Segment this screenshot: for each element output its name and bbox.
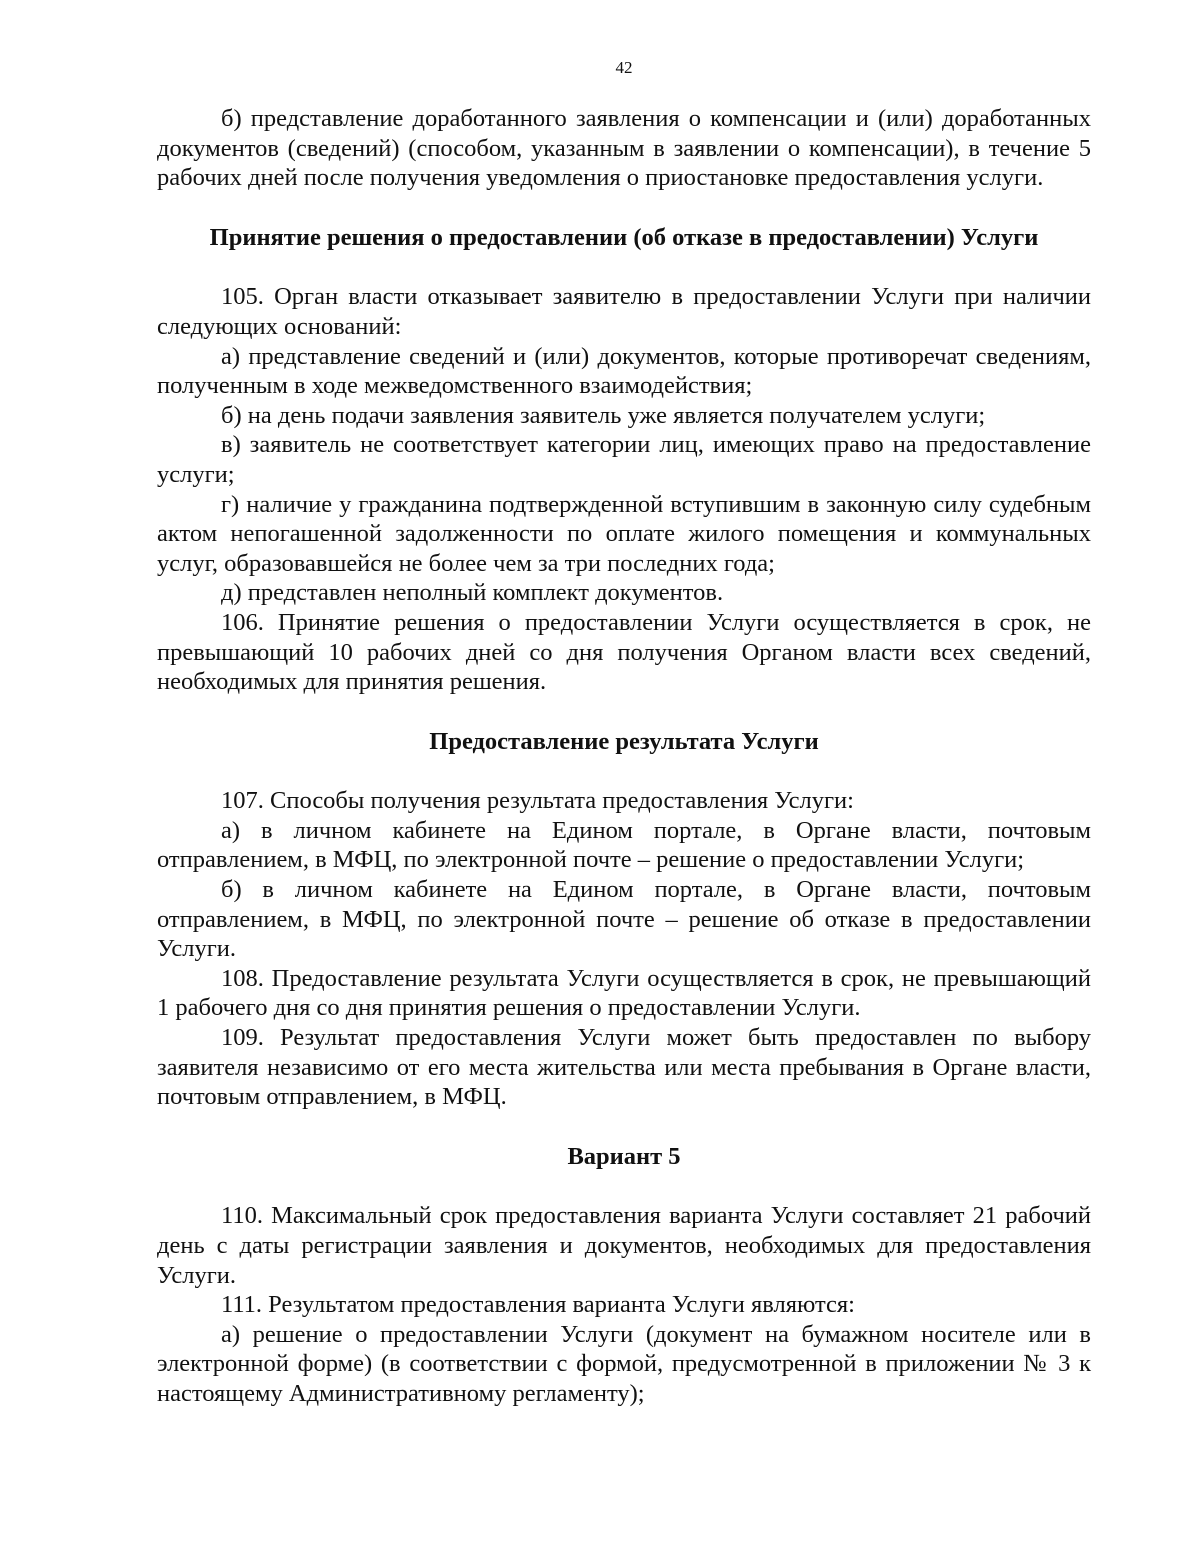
paragraph-105d: д) представлен неполный комплект документов.: [221, 579, 724, 607]
paragraph-108: 108. Предоставление результата Услуги осуществляется в срок, не превышающий 1 рабочего дня со дня принятия решения о предоставлении Услуги.: [157, 964, 1091, 1022]
paragraph-111a: а) решение о предоставлении Услуги (документ на бумажном носителе или в электронной форме) (в соответствии с формой, предусмотренной в приложении № 3 к настоящему Административному регламенту);: [157, 1320, 1091, 1407]
section-heading-variant-5: Вариант 5: [567, 1142, 681, 1170]
section-heading-result: Предоставление результата Услуги: [429, 727, 819, 755]
paragraph-107b: б) в личном кабинете на Едином портале, в Органе власти, почтовым отправлением, в МФЦ, по электронной почте – решение об отказе в предоставлении Услуги.: [157, 876, 1091, 963]
paragraph-106: 106. Принятие решения о предоставлении Услуги осуществляется в срок, не превышающий 10 рабочих дней со дня получения Органом власти всех сведений, необходимых для принятия решения.: [157, 608, 1091, 696]
document-body: [157, 104, 1091, 1409]
paragraph-111: 111. Результатом предоставления варианта Услуги являются:: [221, 1291, 855, 1319]
paragraph-109: 109. Результат предоставления Услуги может быть предоставлен по выбору заявителя независимо от его места жительства или места пребывания в Органе власти, почтовым отправлением, в МФЦ.: [157, 1024, 1091, 1111]
paragraph-107a: а) в личном кабинете на Едином портале, в Органе власти, почтовым отправлением, в МФЦ, по электронной почте – решение о предоставлении Услуги;: [157, 816, 1091, 874]
paragraph-104b: б) представление доработанного заявления о компенсации и (или) доработанных документов (сведений) (способом, указанным в заявлении о компенсации), в течение 5 рабочих дней после получения уведомления о приостановке предоставления услуги.: [157, 105, 1091, 192]
paragraph-110: 110. Максимальный срок предоставления варианта Услуги составляет 21 рабочий день с даты регистрации заявления и документов, необходимых для предоставления Услуги.: [157, 1202, 1091, 1289]
paragraph-105: 105. Орган власти отказывает заявителю в предоставлении Услуги при наличии следующих оснований:: [157, 283, 1091, 340]
paragraph-105g: г) наличие у гражданина подтвержденной вступившим в законную силу судебным актом непогашенной задолженности по оплате жилого помещения и коммунальных услуг, образовавшейся не более чем за три последних года;: [157, 490, 1091, 577]
paragraph-105a: а) представление сведений и (или) документов, которые противоречат сведениям, полученным в ходе межведомственного взаимодействия;: [157, 342, 1091, 400]
paragraph-105v: в) заявитель не соответствует категории лиц, имеющих право на предоставление услуги;: [157, 431, 1091, 488]
section-heading-decision: Принятие решения о предоставлении (об отказе в предоставлении) Услуги: [209, 223, 1039, 251]
paragraph-105b: б) на день подачи заявления заявитель уже является получателем услуги;: [221, 401, 986, 429]
paragraph-107: 107. Способы получения результата предоставления Услуги:: [221, 787, 854, 815]
page-number: 42: [615, 58, 633, 77]
